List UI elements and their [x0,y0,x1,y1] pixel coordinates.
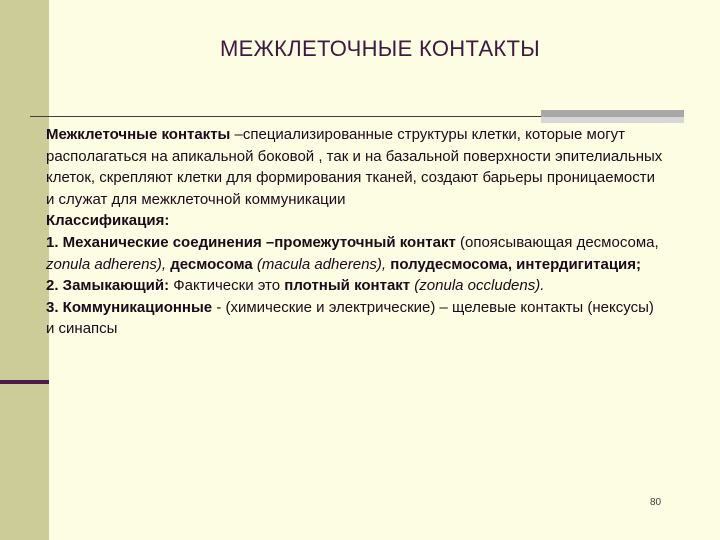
classification-heading-text: Классификация: [46,212,170,230]
classification-item-3 [46,297,666,340]
item2-tight-junction: плотный контакт [284,277,411,295]
item1-macula-adherens: (macula adherens), [252,255,387,273]
item1-zonula-adherens: zonula adherens), [46,255,167,273]
item1-paren: (опоясывающая десмосома, [455,233,659,251]
classification-heading [46,210,666,232]
definition-paragraph [46,124,666,210]
divider-accent-block [541,110,684,117]
side-accent-bar [0,0,49,540]
item1-desmosome: десмосома [166,255,253,273]
slide-title: МЕЖКЛЕТОЧНЫЕ КОНТАКТЫ [219,36,541,61]
item2-heading: 2. Замыкающий: [46,277,170,295]
item3-text: - (химические и электрические) – щелевые контакты (нексусы) и синапсы [46,298,654,338]
classification-item-2 [46,275,666,297]
page-number: 80 [650,497,662,508]
item1-heading: 1. Механические соединения –промежуточный контакт [46,233,456,251]
item1-rest: полудесмосома, интердигитация; [386,255,642,273]
item3-heading: 3. Коммуникационные [46,298,213,316]
slide-body [46,124,666,340]
classification-item-1 [46,232,666,275]
divider-accent-shadow [541,117,684,123]
definition-text: –специализированные структуры клетки, которые могут располагаться на апикальной боковой , так и на базальной поверхности эпителиальных клеток, скрепляют клетки для формирования тканей, создают барьеры проницаемости и служат для межклеточной коммуникации [46,126,663,208]
side-accent-tick [0,380,49,384]
item2-zonula-occludens: (zonula occludens). [410,277,545,295]
definition-term: Межклеточные контакты [46,126,231,143]
item2-text: Фактически это [169,277,285,295]
